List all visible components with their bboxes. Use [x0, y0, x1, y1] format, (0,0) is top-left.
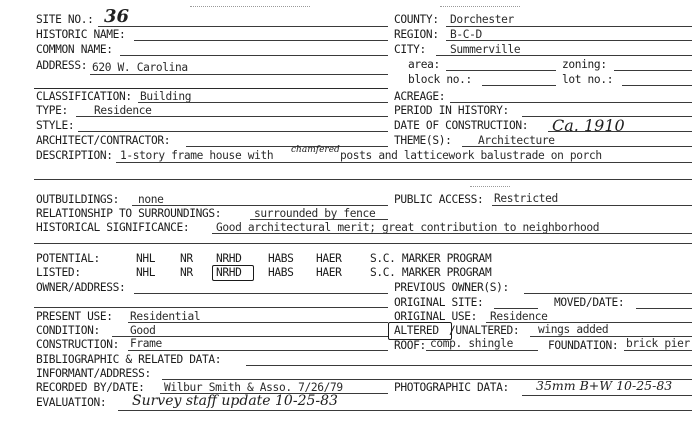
historical-significance-label: HISTORICAL SIGNIFICANCE: [36, 221, 190, 234]
acreage-label: ACREAGE: [394, 90, 446, 103]
owner-line-2 [34, 307, 388, 308]
original-site-label: ORIGINAL SITE: [394, 296, 484, 309]
original-site-line [494, 308, 538, 309]
listed-haer: HAER [316, 266, 342, 279]
condition-label: CONDITION: [36, 324, 100, 337]
potential-sc-marker: S.C. MARKER PROGRAM [370, 252, 492, 265]
classification-value: Building [140, 90, 192, 103]
listed-label: LISTED: [36, 266, 81, 279]
moved-date-label: MOVED/DATE: [554, 296, 625, 309]
relationship-label: RELATIONSHIP TO SURROUNDINGS: [36, 207, 222, 220]
zoning-label: zoning: [562, 58, 607, 71]
altered-value: wings added [538, 323, 609, 336]
architect-line [186, 146, 388, 147]
potential-label: POTENTIAL: [36, 252, 100, 265]
description-line-1 [116, 162, 692, 163]
foundation-line [624, 350, 692, 351]
owner-line [134, 293, 388, 294]
potential-nhl: NHL [136, 252, 156, 265]
date-construction-value: Ca. 1910 [552, 116, 625, 135]
mid-dots [470, 186, 510, 187]
county-line [446, 26, 692, 27]
potential-habs: HABS [268, 252, 294, 265]
historical-significance-line [212, 233, 692, 234]
style-line [78, 131, 388, 132]
historic-name-line [134, 40, 388, 41]
address-value: 620 W. Carolina [92, 61, 188, 74]
block-no-line [482, 85, 556, 86]
site-no-value: 36 [104, 6, 130, 27]
themes-value: Architecture [478, 134, 555, 147]
county-label: COUNTY: [394, 13, 439, 26]
style-label: STYLE: [36, 119, 75, 132]
city-line [436, 55, 692, 56]
unaltered-label: /UNALTERED: [449, 324, 520, 337]
description-label: DESCRIPTION: [36, 149, 113, 162]
area-line [446, 70, 556, 71]
description-value-b: posts and latticework balustrade on porch [340, 149, 602, 162]
construction-value: Frame [130, 337, 162, 350]
listed-habs: HABS [268, 266, 294, 279]
period-label: PERIOD IN HISTORY: [394, 104, 509, 117]
listed-nhl: NHL [136, 266, 156, 279]
evaluation-label: EVALUATION: [36, 396, 107, 409]
public-access-value: Restricted [494, 192, 558, 205]
architect-label: ARCHITECT/CONTRACTOR: [36, 134, 171, 147]
original-use-value: Residence [490, 310, 548, 323]
city-value: Summerville [450, 43, 521, 56]
outbuildings-line [132, 205, 388, 206]
owner-label: OWNER/ADDRESS: [36, 281, 126, 294]
roof-value: comp. shingle [430, 337, 514, 350]
site-no-label: SITE NO.: [36, 13, 94, 26]
themes-line [462, 146, 692, 147]
region-label: REGION: [394, 28, 439, 41]
classification-line [138, 102, 388, 103]
outbuildings-label: OUTBUILDINGS: [36, 193, 120, 206]
public-access-line [492, 205, 692, 206]
informant-label: INFORMANT/ADDRESS: [36, 367, 151, 380]
present-use-value: Residential [130, 310, 201, 323]
region-line [446, 40, 692, 41]
acreage-line [450, 102, 692, 103]
recorded-by-value: Wilbur Smith & Asso. 7/26/79 [164, 381, 343, 394]
historical-significance-line-2 [34, 243, 692, 244]
themes-label: THEME(S): [394, 134, 452, 147]
historical-significance-value: Good architectural merit; great contribution to neighborhood [216, 221, 600, 234]
potential-nr: NR [180, 252, 193, 265]
site-no-line [98, 26, 388, 27]
header-dots [190, 6, 310, 7]
common-name-line [120, 55, 388, 56]
date-construction-label: DATE OF CONSTRUCTION: [394, 119, 529, 132]
outbuildings-value: none [138, 193, 164, 206]
description-insert: chamfered [291, 145, 340, 155]
relationship-value: surrounded by fence [254, 207, 376, 220]
previous-owner-line [524, 293, 692, 294]
type-line [76, 116, 388, 117]
photographic-line [522, 395, 692, 396]
construction-line [128, 350, 388, 351]
section-rule-1 [34, 88, 388, 89]
previous-owner-label: PREVIOUS OWNER(S): [394, 281, 509, 294]
address-line [90, 74, 388, 75]
evaluation-line [118, 410, 692, 411]
public-access-label: PUBLIC ACCESS: [394, 193, 484, 206]
recorded-by-label: RECORDED BY/DATE: [36, 381, 145, 394]
evaluation-value: Survey staff update 10-25-83 [132, 393, 338, 409]
original-use-label: ORIGINAL USE: [394, 310, 478, 323]
header-dots-right [440, 6, 520, 7]
listed-nr: NR [180, 266, 193, 279]
description-value-a: 1-story frame house with [120, 149, 274, 162]
address-label: ADDRESS: [36, 59, 88, 72]
common-name-label: COMMON NAME: [36, 43, 113, 56]
region-value: B-C-D [450, 28, 482, 41]
description-line-2 [34, 179, 692, 180]
lot-no-label: lot no.: [562, 73, 614, 86]
type-label: TYPE: [36, 104, 68, 117]
lot-no-line [622, 85, 692, 86]
classification-label: CLASSIFICATION: [36, 90, 132, 103]
roof-line [426, 350, 538, 351]
relationship-line [250, 219, 388, 220]
potential-haer: HAER [316, 252, 342, 265]
bibliographic-line [246, 365, 692, 366]
photographic-label: PHOTOGRAPHIC DATA: [394, 381, 509, 394]
block-no-label: block no.: [408, 73, 472, 86]
city-label: CITY: [394, 43, 426, 56]
condition-value: Good [130, 324, 156, 337]
date-construction-line [548, 131, 692, 132]
historic-name-label: HISTORIC NAME: [36, 28, 126, 41]
zoning-line [614, 70, 692, 71]
moved-date-line [636, 308, 692, 309]
foundation-label: FOUNDATION: [548, 339, 619, 352]
county-value: Dorchester [450, 13, 514, 26]
present-use-line [128, 322, 388, 323]
present-use-label: PRESENT USE: [36, 310, 113, 323]
potential-nrhd: NRHD [216, 252, 242, 265]
roof-label: ROOF: [394, 339, 426, 352]
foundation-value: brick pier [626, 337, 690, 350]
altered-label: ALTERED [394, 324, 439, 337]
bibliographic-label: BIBLIOGRAPHIC & RELATED DATA: [36, 353, 222, 366]
type-value: Residence [94, 104, 152, 117]
listed-nrhd: NRHD [216, 266, 242, 279]
photographic-value: 35mm B+W 10-25-83 [536, 378, 673, 393]
area-label: area: [408, 58, 440, 71]
listed-sc-marker: S.C. MARKER PROGRAM [370, 266, 492, 279]
construction-label: CONSTRUCTION: [36, 338, 120, 351]
